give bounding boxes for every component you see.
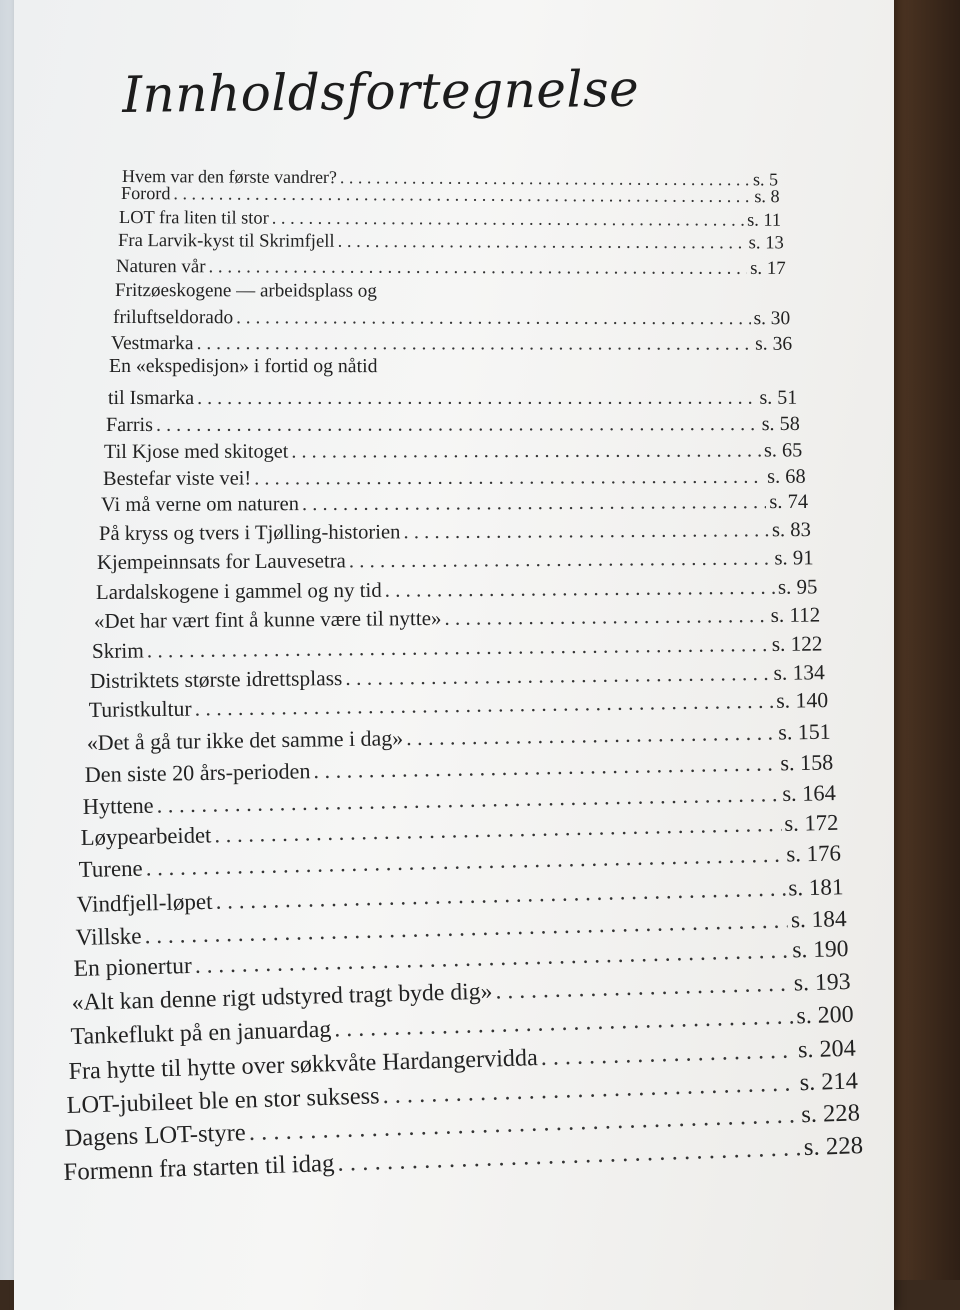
toc-entry: [79, 842, 842, 881]
leader-dots: [194, 691, 773, 720]
leader-dots: [382, 1071, 797, 1108]
toc-entry: [104, 440, 802, 462]
toc-entry-title: Dagens LOT-styre: [64, 1119, 247, 1153]
toc-entry-page: s. 164: [781, 779, 836, 806]
toc-entry-page: s. 83: [772, 519, 812, 542]
leader-dots: [444, 605, 767, 629]
leader-dots: [254, 466, 764, 488]
toc-entry-page: s. 112: [770, 602, 821, 627]
toc-entry-page: s. 228: [801, 1099, 861, 1129]
toc-entry: [119, 208, 781, 229]
toc-entry-title: LOT-jubileet ble en stor suksess: [66, 1081, 380, 1119]
toc-entry: [92, 633, 823, 662]
toc-entry-title: Distriktets største idrettsplass: [90, 665, 343, 693]
toc-entry-page: s. 140: [775, 688, 828, 714]
leader-dots: [173, 184, 751, 205]
toc-entry-title: «Det har vært fint å kunne være til nytte»: [93, 605, 442, 633]
toc-entry-page: s. 11: [747, 209, 782, 230]
toc-entry-page: s. 190: [791, 936, 849, 964]
toc-entry-page: s. 58: [761, 412, 800, 435]
toc-entry-title: Vi må verne om naturen: [100, 493, 299, 517]
toc-entry: [101, 492, 808, 516]
toc-entry-page: s. 68: [766, 465, 806, 488]
leader-dots: [540, 1038, 795, 1070]
toc-entry: [97, 548, 814, 574]
toc-entry-page: s. 74: [769, 491, 809, 514]
toc-entry-title: Naturen vår: [115, 256, 206, 278]
toc-entry-page: s. 8: [754, 185, 780, 207]
toc-entry-title: En pionertur: [73, 953, 192, 983]
leader-dots: [349, 549, 772, 573]
toc-entry-title: Kjempeinnsats for Lauvesetra: [97, 550, 347, 575]
toc-entry-page: s. 17: [750, 258, 786, 280]
toc-entry: [109, 357, 377, 377]
toc-entry-page: s. 193: [793, 969, 852, 997]
leader-dots: [156, 783, 779, 817]
toc-entry-page: s. 184: [790, 905, 847, 934]
toc-entry-page: s. 176: [786, 840, 842, 867]
toc-entry: [86, 718, 831, 756]
toc-entry-title: Hyttene: [82, 792, 154, 819]
toc-entry: [113, 308, 790, 329]
leader-dots: [384, 577, 774, 601]
leader-dots: [194, 940, 789, 979]
leader-dots: [406, 722, 776, 750]
leader-dots: [337, 233, 745, 253]
toc-entry: [93, 602, 821, 633]
toc-entry: [121, 184, 780, 205]
toc-entry-title: friluftseldorado: [112, 306, 233, 328]
toc-entry-page: s. 95: [777, 574, 818, 599]
toc-entry-title: Vindfjell-løpet: [76, 887, 214, 917]
toc-entry-title: til Ismarka: [107, 386, 194, 409]
leader-dots: [208, 258, 747, 278]
leader-dots: [272, 208, 744, 228]
toc-entry-title: Den siste 20 års-perioden: [84, 758, 311, 787]
toc-entry: [99, 520, 811, 545]
toc-entry: [103, 466, 806, 489]
page-title: Innholdsfortegnelse: [122, 59, 640, 124]
leader-dots: [214, 813, 781, 847]
toc-entry: [116, 258, 786, 279]
toc-entry-title: Lardalskogene i gammel og ny tid: [95, 577, 382, 605]
toc-entry-page: s. 172: [784, 810, 839, 837]
leader-dots: [337, 1136, 801, 1176]
toc-entry-title: Hvem var den første vandrer?: [121, 166, 338, 188]
leader-dots: [292, 440, 762, 461]
leader-dots: [346, 662, 771, 688]
toc-entry-page: s. 5: [752, 169, 779, 190]
leader-dots: [404, 521, 770, 544]
toc-entry-title: Fra hytte til hytte over søkkvåte Hardangervidda: [68, 1043, 538, 1085]
toc-entry-page: s. 65: [764, 439, 803, 462]
toc-entry-page: s. 151: [777, 718, 831, 745]
toc-entry-page: s. 214: [799, 1067, 859, 1096]
toc-entry-title: Skrim: [91, 638, 144, 663]
toc-entry-page: s. 91: [774, 547, 815, 570]
toc-entry-page: s. 122: [771, 631, 823, 656]
toc-entry: [84, 751, 833, 786]
toc-entry-page: s. 204: [797, 1034, 856, 1064]
leader-dots: [236, 308, 751, 328]
toc-entry: [77, 875, 844, 916]
toc-entry-title: Bestefar viste vei!: [102, 467, 251, 490]
toc-entry: [82, 779, 836, 819]
toc-entry-title: Turene: [78, 855, 143, 883]
leader-dots: [197, 335, 753, 355]
leader-dots: [302, 493, 766, 516]
toc-entry-title: Forord: [120, 182, 171, 204]
toc-entry: [90, 659, 826, 693]
leader-dots: [145, 844, 783, 881]
toc-entry-page: s. 134: [773, 659, 826, 685]
toc-entry-title: Til Kjose med skitoget: [104, 440, 289, 463]
toc-entry-page: s. 200: [795, 1001, 854, 1030]
toc-entry: [115, 281, 377, 301]
toc-entry: [95, 574, 818, 605]
toc-entry-title: Formenn fra starten til idag: [62, 1150, 335, 1187]
toc-entry-page: s. 228: [803, 1132, 864, 1162]
toc-entry-title: Fritzøeskogene — arbeidsplass og: [114, 279, 377, 302]
toc-entry-page: s. 158: [779, 749, 834, 776]
toc-entry: [88, 690, 828, 722]
leader-dots: [215, 876, 785, 912]
toc-entry-title: På kryss og tvers i Tjølling-historien: [99, 521, 401, 546]
toc-entry-page: s. 181: [788, 873, 844, 901]
toc-entry-title: «Alt kan denne rigt udstyred tragt byde dig»: [71, 978, 493, 1017]
toc-entry-page: s. 30: [753, 307, 790, 329]
toc-entry-title: Tankeflukt på en januardag: [69, 1016, 332, 1051]
toc-entry-title: En «ekspedisjon» i fortid og nåtid: [109, 355, 378, 378]
toc-entry: [106, 414, 800, 435]
toc-entry-title: Løypearbeidet: [80, 822, 212, 851]
toc-entry-title: Vestmarka: [110, 333, 194, 355]
leader-dots: [156, 414, 759, 435]
toc-entry-title: Turistkultur: [88, 696, 192, 723]
leader-dots: [333, 1006, 793, 1043]
toc-entry-title: «Det å gå tur ikke det samme i dag»: [86, 725, 403, 756]
toc-entry: [118, 232, 784, 253]
toc-entry-page: s. 13: [748, 232, 784, 254]
toc-entry-page: s. 36: [755, 334, 793, 356]
toc-entry-page: s. 51: [758, 386, 797, 409]
leader-dots: [197, 388, 756, 408]
toc-entry: [111, 334, 792, 354]
leader-dots: [313, 752, 777, 782]
toc-entry-title: LOT fra liten til stor: [119, 206, 270, 228]
toc-entry-title: Farris: [105, 413, 153, 436]
leader-dots: [147, 634, 769, 662]
toc-entry-title: Villske: [74, 923, 142, 951]
toc-entry-title: Fra Larvik-kyst til Skrimfjell: [117, 230, 335, 253]
leader-dots: [495, 973, 791, 1005]
toc-entry: [107, 388, 796, 408]
